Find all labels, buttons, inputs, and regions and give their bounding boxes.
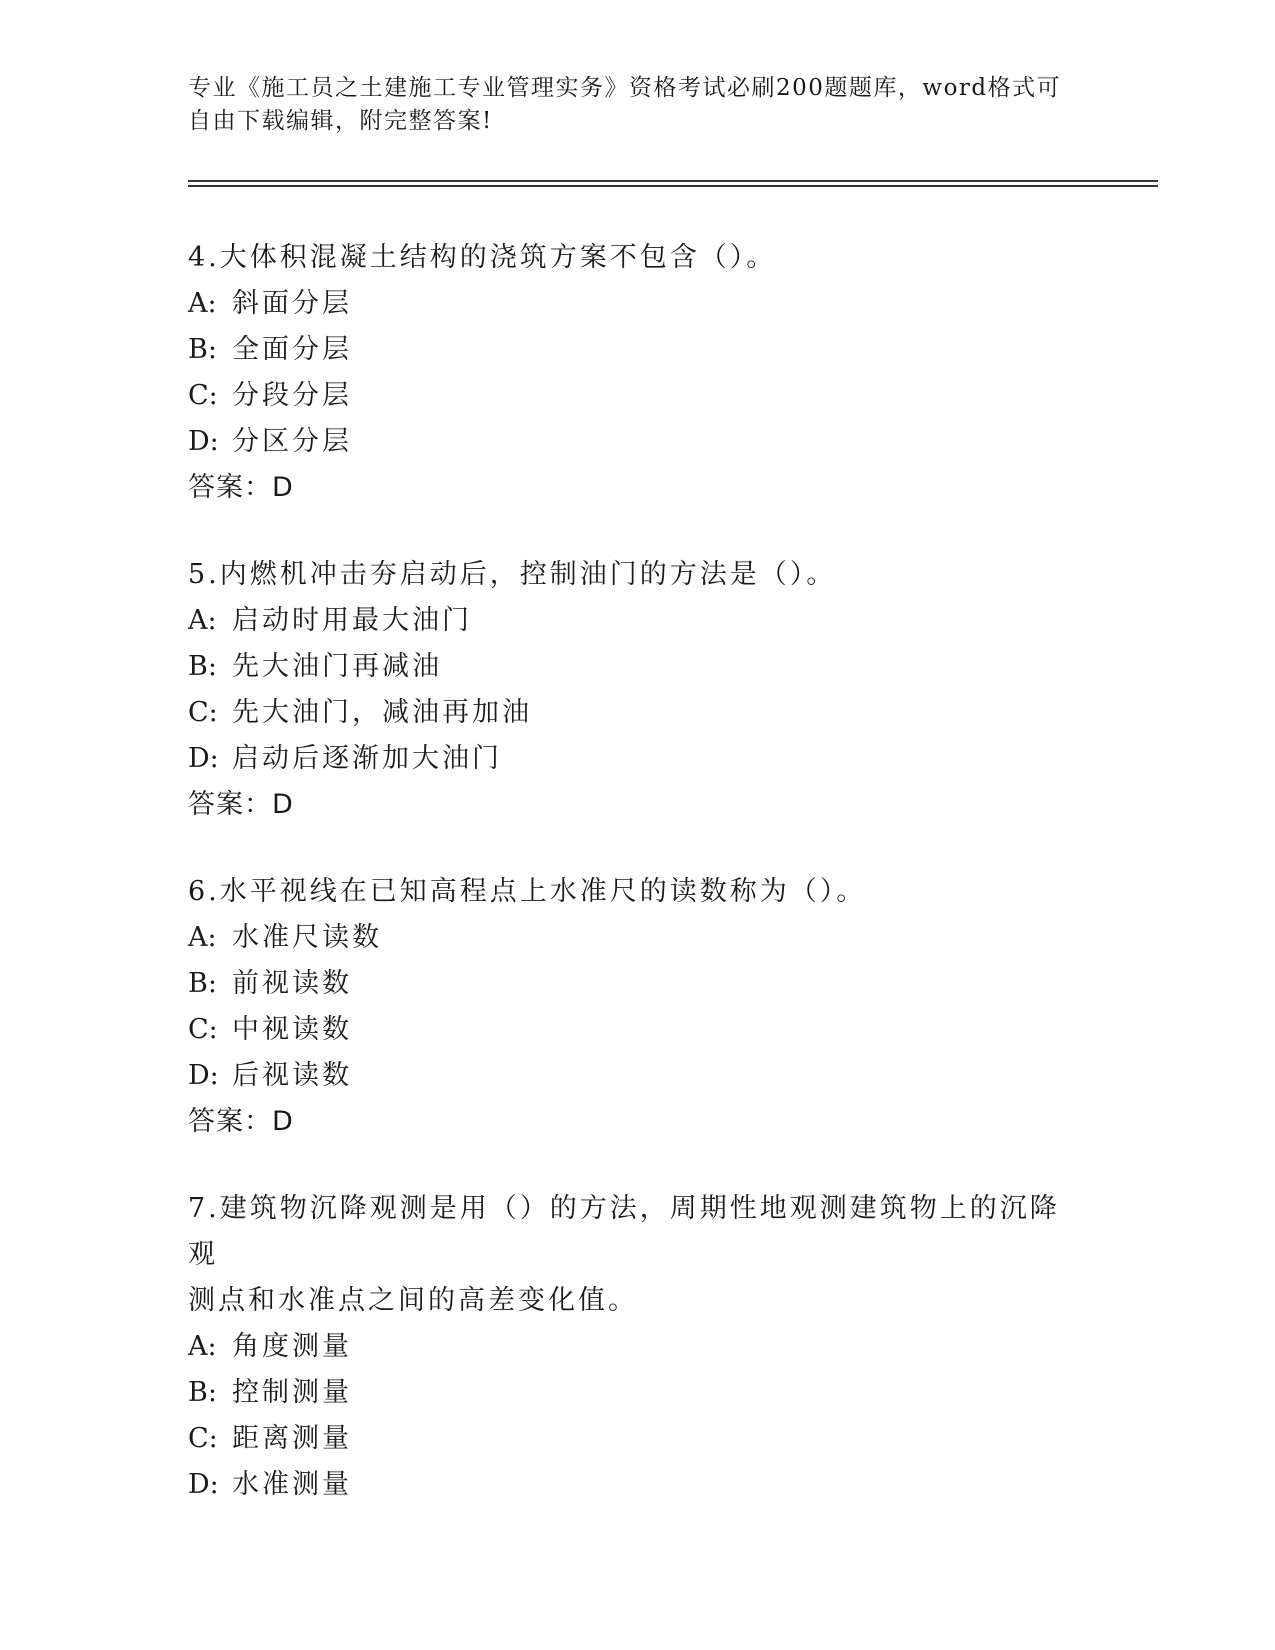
option-text: 控制测量: [232, 1377, 352, 1408]
question-text: 5.内燃机冲击夯启动后，控制油门的方法是（）。: [188, 559, 837, 590]
option-letter: D:: [188, 743, 219, 774]
document-header: [188, 72, 1068, 138]
option-a: [188, 915, 1088, 961]
option-text: 中视读数: [232, 1014, 352, 1045]
question-6: [188, 869, 1088, 1145]
option-letter: B:: [188, 334, 217, 365]
option-d: [188, 1462, 1088, 1508]
option-letter: D:: [188, 1060, 219, 1091]
option-letter: B:: [188, 968, 217, 999]
option-letter: B:: [188, 651, 217, 682]
question-text-line-1: 7.建筑物沉降观测是用（）的方法，周期性地观测建筑物上的沉降观: [188, 1193, 1060, 1270]
header-divider-bottom: [188, 185, 1158, 187]
option-c: [188, 1007, 1088, 1053]
option-text: 前视读数: [232, 968, 352, 999]
option-text: 启动后逐渐加大油门: [232, 743, 502, 774]
option-text: 后视读数: [232, 1060, 352, 1091]
question-text: 6.水平视线在已知高程点上水准尺的读数称为（）。: [188, 876, 867, 907]
option-letter: C:: [188, 380, 218, 411]
option-text: 角度测量: [232, 1331, 352, 1362]
option-text: 距离测量: [232, 1423, 352, 1454]
option-text: 水准测量: [232, 1469, 352, 1500]
option-c: [188, 373, 1088, 419]
option-letter: A:: [188, 1331, 217, 1362]
option-b: [188, 1370, 1088, 1416]
option-text: 水准尺读数: [232, 922, 382, 953]
question-text-line-2: 测点和水准点之间的高差变化值。: [188, 1285, 638, 1316]
question-7: [188, 1186, 1088, 1508]
header-line-2: 自由下载编辑，附完整答案!: [188, 108, 493, 134]
option-letter: A:: [188, 922, 217, 953]
option-letter: D:: [188, 1469, 219, 1500]
option-text: 先大油门再减油: [232, 651, 442, 682]
answer-text: 答案：D: [188, 789, 294, 820]
option-letter: A:: [188, 288, 217, 319]
option-b: [188, 644, 1088, 690]
option-b: [188, 961, 1088, 1007]
option-letter: C:: [188, 1423, 218, 1454]
option-text: 分区分层: [232, 426, 352, 457]
option-text: 全面分层: [232, 334, 352, 365]
option-d: [188, 736, 1088, 782]
option-text: 斜面分层: [232, 288, 352, 319]
option-letter: B:: [188, 1377, 217, 1408]
option-a: [188, 598, 1088, 644]
option-letter: C:: [188, 1014, 218, 1045]
option-c: [188, 690, 1088, 736]
question-text: 4.大体积混凝土结构的浇筑方案不包含（）。: [188, 242, 777, 273]
option-a: [188, 1324, 1088, 1370]
option-text: 先大油门，减油再加油: [232, 697, 532, 728]
answer-text: 答案：D: [188, 1106, 294, 1137]
option-b: [188, 327, 1088, 373]
option-letter: A:: [188, 605, 217, 636]
option-c: [188, 1416, 1088, 1462]
option-a: [188, 281, 1088, 327]
option-letter: D:: [188, 426, 219, 457]
option-d: [188, 419, 1088, 465]
question-5: [188, 552, 1088, 828]
option-letter: C:: [188, 697, 218, 728]
option-text: 启动时用最大油门: [232, 605, 472, 636]
header-line-1: 专业《施工员之土建施工专业管理实务》资格考试必刷200题题库，word格式可: [188, 75, 1062, 101]
option-text: 分段分层: [232, 380, 352, 411]
option-d: [188, 1053, 1088, 1099]
question-4: [188, 235, 1088, 511]
answer-text: 答案：D: [188, 472, 294, 503]
header-divider-top: [188, 180, 1158, 182]
